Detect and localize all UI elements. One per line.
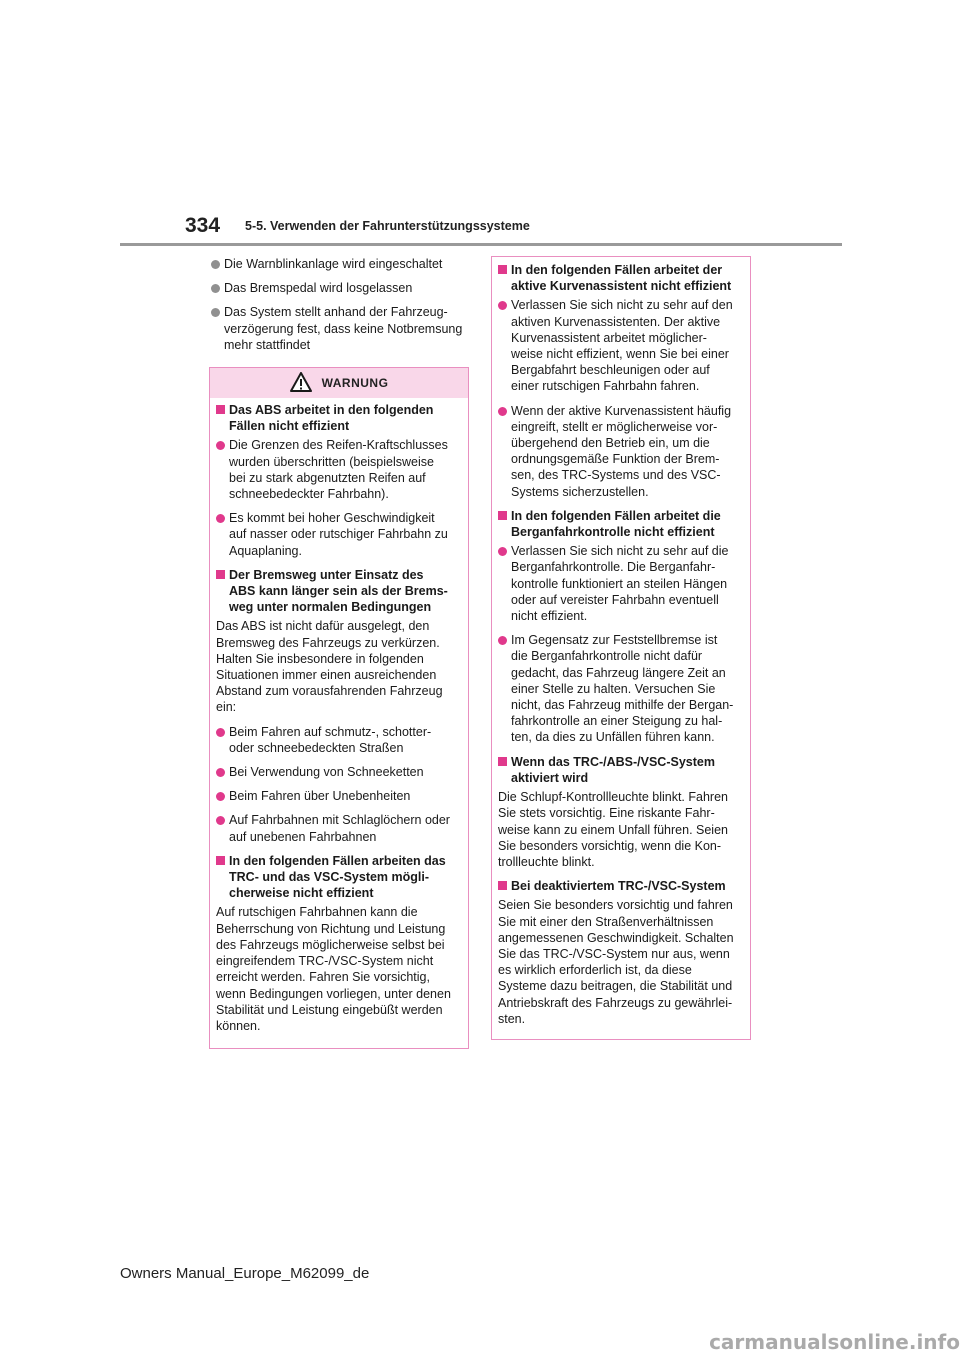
header-rule bbox=[120, 243, 842, 246]
bullet-text: Die Grenzen des Reifen-Kraftschlusses wurden überschritten (beispielsweise bei zu stark abgenutzten Reifen auf schneebedeckter Fahrbahn). bbox=[229, 438, 448, 502]
section-paragraph: Das ABS ist nicht dafür ausgelegt, den Bremsweg des Fahrzeugs zu verkürzen. Halten Sie insbesondere in folgenden Situationen immer einen ausreichenden Abstand zum vorausfahrenden Fahrzeug ein: bbox=[216, 619, 443, 715]
warning-box-header bbox=[210, 368, 468, 398]
section-heading bbox=[216, 402, 462, 434]
section-title: 5-5. Verwenden der Fahrunterstützungssysteme bbox=[245, 219, 530, 233]
bullet-dot-icon bbox=[498, 636, 507, 645]
section-heading bbox=[498, 262, 744, 294]
bullet-item bbox=[216, 437, 462, 502]
section-heading-text: In den folgenden Fällen arbeitet die Berganfahrkontrolle nicht effizient bbox=[511, 508, 721, 540]
bullet-item bbox=[498, 632, 744, 745]
bullet-dot-icon bbox=[211, 260, 220, 269]
section-heading bbox=[498, 508, 744, 540]
bullet-dot-icon bbox=[216, 792, 225, 801]
bullet-item bbox=[498, 543, 744, 624]
bullet-dot-icon bbox=[498, 301, 507, 310]
bullet-dot-icon bbox=[216, 768, 225, 777]
bullet-dot-icon bbox=[216, 816, 225, 825]
watermark: carmanualsonline.info bbox=[709, 1330, 960, 1354]
bullet-text: Wenn der aktive Kurvenassistent häufig eingreift, stellt er möglicherweise vor- übergehend den Betrieb ein, um die ordnungsgemäße Funktion der Brem- sen, des TRC-Systems und des VSC- Systems sicherzustellen. bbox=[511, 403, 732, 499]
bullet-text: Die Warnblinkanlage wird eingeschaltet bbox=[224, 257, 443, 271]
square-bullet-icon bbox=[216, 405, 225, 414]
section-heading-text: In den folgenden Fällen arbeiten das TRC- und das VSC-System mögli- cherweise nicht effizient bbox=[229, 853, 446, 901]
intro-bullet bbox=[211, 256, 473, 272]
section-heading-text: Wenn das TRC-/ABS-/VSC-System aktiviert wird bbox=[511, 754, 715, 785]
bullet-text: Verlassen Sie sich nicht zu sehr auf die Berganfahrkontrolle. Die Berganfahr- kontrolle funktioniert an steilen Hängen oder auf vereister Fahrbahn eventuell nicht effizient. bbox=[511, 544, 729, 624]
section-heading bbox=[498, 754, 744, 786]
bullet-dot-icon bbox=[216, 514, 225, 523]
section-heading-text: Das ABS arbeitet in den folgenden Fällen nicht effizient bbox=[229, 403, 434, 434]
bullet-text: Im Gegensatz zur Feststellbremse ist die Berganfahrkontrolle nicht dafür gedacht, das Fahrzeug längere Zeit an einer Stelle zu halten. Versuchen Sie nicht, das Fahrzeug mithilfe der Bergan- fahrkontrolle an einer Steigung zu hal- ten, da dies zu Unfällen führen kann. bbox=[511, 633, 734, 745]
section-heading-text: Der Bremsweg unter Einsatz des ABS kann länger sein als der Brems- weg unter normalen Bedingungen bbox=[229, 567, 448, 615]
intro-bullet-list bbox=[211, 256, 473, 361]
bullet-item bbox=[216, 510, 462, 559]
warning-label: WARNUNG bbox=[321, 376, 389, 390]
bullet-item bbox=[216, 764, 462, 780]
square-bullet-icon bbox=[498, 511, 507, 520]
square-bullet-icon bbox=[216, 856, 225, 865]
warning-triangle-icon bbox=[290, 372, 312, 395]
square-bullet-icon bbox=[498, 265, 507, 274]
bullet-text: Das System stellt anhand der Fahrzeug- verzögerung fest, dass keine Notbremsung mehr stattfindet bbox=[224, 305, 463, 352]
section-heading-text: Bei deaktiviertem TRC-/VSC-System bbox=[511, 879, 726, 894]
bullet-item bbox=[498, 403, 744, 500]
square-bullet-icon bbox=[216, 570, 225, 579]
bullet-text: Auf Fahrbahnen mit Schlaglöchern oder auf unebenen Fahrbahnen bbox=[229, 813, 450, 844]
bullet-text: Verlassen Sie sich nicht zu sehr auf den aktiven Kurvenassistenten. Der aktive Kurvenassistent arbeitet möglicher- weise nicht effizient, wenn Sie bei einer Bergabfahrt beschleunigen oder auf einer rutschigen Fahrbahn fahren. bbox=[511, 298, 733, 394]
caution-box-content bbox=[492, 257, 750, 1041]
section-heading bbox=[216, 853, 462, 902]
bullet-dot-icon bbox=[216, 441, 225, 450]
intro-bullet bbox=[211, 304, 473, 353]
bullet-item bbox=[216, 812, 462, 844]
section-paragraph: Seien Sie besonders vorsichtig und fahren Sie mit einer den Straßenverhältnissen angemessenen Geschwindigkeit. Schalten Sie das TRC-/VSC-System nur aus, wenn es wirklich erforderlich ist, da diese Systeme dazu beitragen, die Stabilität und Antriebskraft des Fahrzeugs zu gewährlei- sten. bbox=[498, 898, 734, 1026]
footer-text: Owners Manual_Europe_M62099_de bbox=[120, 1265, 370, 1282]
section-paragraph: Auf rutschigen Fahrbahnen kann die Beherrschung von Richtung und Leistung des Fahrzeugs möglicherweise selbst bei eingreifendem TRC-/VSC-System nicht erreicht werden. Fahren Sie vorsichtig, wenn Bedingungen vorliegen, unter denen Stabilität und Leistung eingebüßt werden können. bbox=[216, 905, 451, 1033]
square-bullet-icon bbox=[498, 881, 507, 890]
section-heading bbox=[498, 878, 744, 894]
section-paragraph: Die Schlupf-Kontrollleuchte blinkt. Fahren Sie stets vorsichtig. Eine riskante Fahr- weise kann zu einem Unfall führen. Seien Sie besonders vorsichtig, wenn die Kon- trollleuchte blinkt. bbox=[498, 790, 728, 869]
section-heading-text: In den folgenden Fällen arbeitet der aktive Kurvenassistent nicht effizient bbox=[511, 263, 732, 294]
section-heading bbox=[216, 567, 462, 616]
bullet-item bbox=[498, 297, 744, 394]
bullet-dot-icon bbox=[216, 728, 225, 737]
square-bullet-icon bbox=[498, 757, 507, 766]
bullet-text: Das Bremspedal wird losgelassen bbox=[224, 281, 413, 296]
bullet-item bbox=[216, 788, 462, 804]
bullet-dot-icon bbox=[498, 547, 507, 556]
page-number: 334 bbox=[185, 214, 221, 237]
bullet-item bbox=[216, 724, 462, 756]
bullet-dot-icon bbox=[211, 308, 220, 317]
bullet-text: Es kommt bei hoher Geschwindigkeit auf nasser oder rutschiger Fahrbahn zu Aquaplaning. bbox=[229, 511, 448, 558]
caution-box bbox=[491, 256, 751, 1040]
bullet-dot-icon bbox=[211, 284, 220, 293]
intro-bullet bbox=[211, 280, 473, 296]
bullet-dot-icon bbox=[498, 407, 507, 416]
warning-box-content bbox=[210, 398, 468, 1048]
bullet-text: Bei Verwendung von Schneeketten bbox=[229, 765, 424, 780]
warning-box bbox=[209, 367, 469, 1049]
bullet-text: Beim Fahren über Unebenheiten bbox=[229, 789, 411, 804]
bullet-text: Beim Fahren auf schmutz-, schotter- oder schneebedeckten Straßen bbox=[229, 724, 432, 755]
